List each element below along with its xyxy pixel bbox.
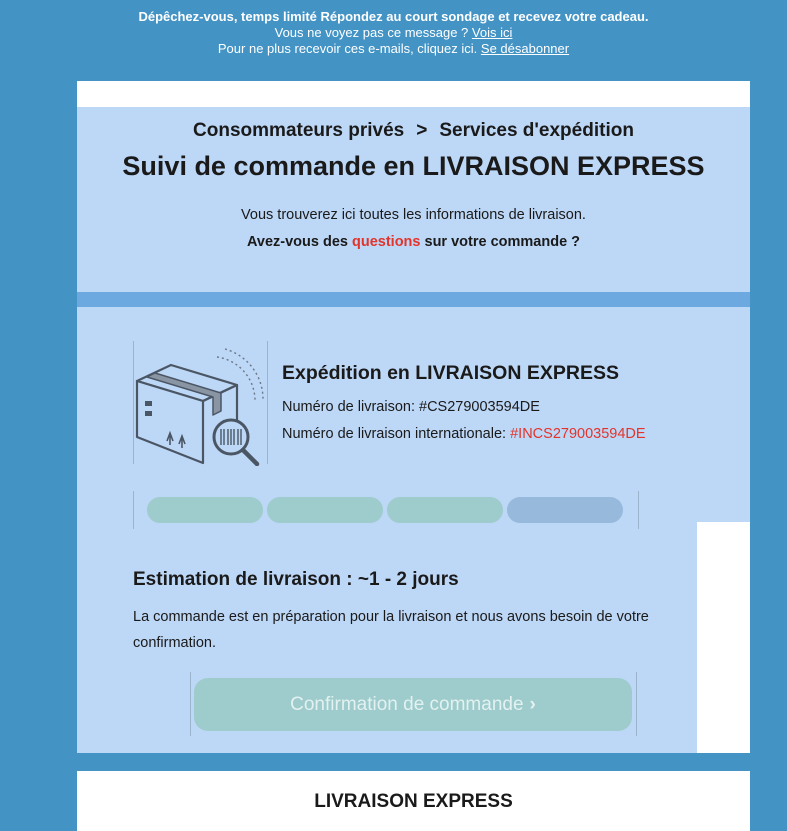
breadcrumb-item-consumers: Consommateurs privés xyxy=(193,120,405,141)
question-accent: questions xyxy=(352,234,421,250)
confirm-order-button[interactable] xyxy=(194,678,632,731)
preheader-view-line xyxy=(0,25,787,41)
divider-line xyxy=(638,491,639,529)
questions-line xyxy=(77,234,750,250)
shipment-panel xyxy=(77,307,750,753)
shipment-title: Expédition en LIVRAISON EXPRESS xyxy=(282,362,619,384)
breadcrumb-item-shipping: Services d'expédition xyxy=(439,120,634,141)
breadcrumb-separator: > xyxy=(416,120,428,141)
white-overlay xyxy=(697,522,750,753)
section-divider xyxy=(77,292,750,307)
progress-step-complete xyxy=(147,497,263,523)
confirm-order-label: Confirmation de commande xyxy=(290,694,524,715)
unsubscribe-link[interactable]: Se désabonner xyxy=(480,41,570,56)
delivery-estimate-title: Estimation de livraison : ~1 - 2 jours xyxy=(133,569,459,590)
tracking-number-line xyxy=(282,399,540,415)
tracking-label: Numéro de livraison: xyxy=(282,399,415,415)
email-preheader xyxy=(0,9,787,57)
chevron-right-icon: › xyxy=(529,694,536,715)
intl-tracking-label: Numéro de livraison internationale: xyxy=(282,426,507,442)
email-card xyxy=(77,81,750,753)
divider-line xyxy=(190,672,191,736)
view-prompt: Vous ne voyez pas ce message ? xyxy=(274,25,469,40)
question-pre: Avez-vous des xyxy=(246,234,348,250)
intl-tracking-number: #INCS279003594DE xyxy=(510,426,646,442)
view-in-browser-link[interactable]: Vois ici xyxy=(471,25,513,40)
intl-tracking-line xyxy=(282,426,646,442)
preheader-unsub-line xyxy=(0,41,787,57)
package-search-icon xyxy=(133,341,268,466)
delivery-estimate-text: La commande est en préparation pour la livraison et nous avons besoin de votre confirmation. xyxy=(133,609,649,651)
progress-step-complete xyxy=(387,497,503,523)
breadcrumb xyxy=(77,120,750,142)
page-title: Suivi de commande en LIVRAISON EXPRESS xyxy=(122,151,705,181)
next-card-title: LIVRAISON EXPRESS xyxy=(314,791,513,812)
divider-line xyxy=(133,491,134,529)
unsubscribe-prompt: Pour ne plus recevoir ces e-mails, cliquez ici. xyxy=(217,41,478,56)
hero-section xyxy=(77,107,750,292)
question-post: sur votre commande ? xyxy=(424,234,581,250)
progress-step-complete xyxy=(267,497,383,523)
tracking-number: #CS279003594DE xyxy=(419,399,540,415)
preheader-urgent-text: Dépêchez-vous, temps limité Répondez au court sondage et recevez votre cadeau. xyxy=(138,9,649,24)
divider-line xyxy=(636,672,637,736)
next-email-card xyxy=(77,771,750,831)
intro-text: Vous trouverez ici toutes les informations de livraison. xyxy=(241,207,586,223)
progress-step-pending xyxy=(507,497,623,523)
delivery-progress-bar xyxy=(147,497,627,523)
